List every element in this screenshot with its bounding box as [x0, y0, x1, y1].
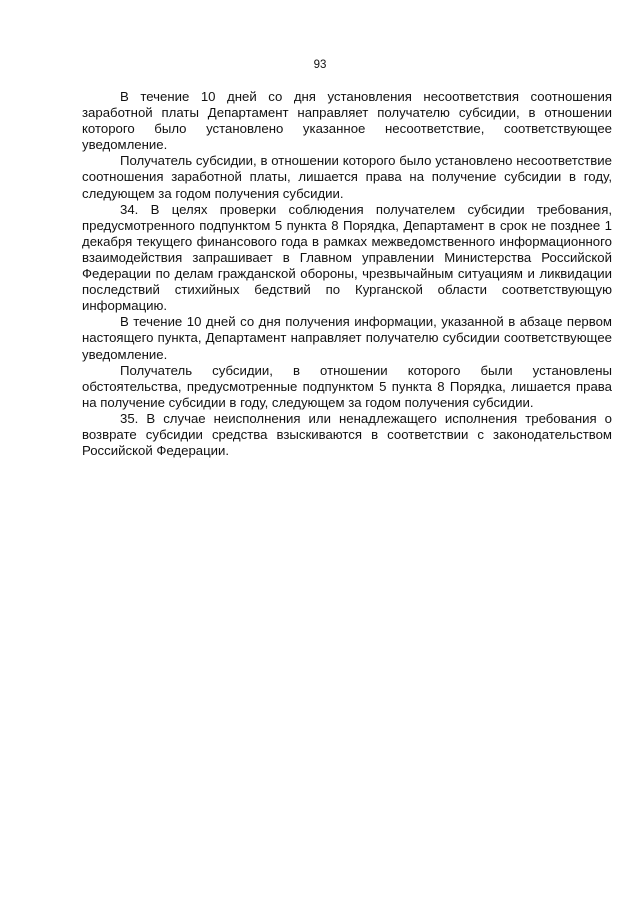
- paragraph-wage-notice: В течение 10 дней со дня установления несоответствия соотношения заработной платы Департамент направляет получателю субсидии, в отношении которого было установлено указанное несоответствие, соответствующее уведомление.: [82, 89, 612, 153]
- paragraph-35-recovery: 35. В случае неисполнения или ненадлежащего исполнения требования о возврате субсидии средства взыскиваются в соответствии с законодательством Российской Федерации.: [82, 410, 612, 459]
- page-number: 93: [313, 59, 327, 71]
- paragraph-wage-penalty: Получатель субсидии, в отношении которого было установлено несоответствие соотношения заработной платы, лишается права на получение субсидии в году, следующем за годом получения субсидии.: [82, 153, 612, 201]
- paragraph-34-notice: В течение 10 дней со дня получения информации, указанной в абзаце первом настоящего пункта, Департамент направляет получателю субсидии соответствующее уведомление.: [82, 314, 612, 362]
- paragraph-34-verification: 34. В целях проверки соблюдения получателем субсидии требования, предусмотренного подпунктом 5 пункта 8 Порядка, Департамент в срок не позднее 1 декабря текущего финансового года в рамках межведомственного информационного взаимодействия запрашивает в Главном управлении Министерства Российской Федерации по делам гражданской обороны, чрезвычайным ситуациям и ликвидации последствий стихийных бедствий по Курганской области соответствующую информацию.: [82, 201, 612, 314]
- document-body: [82, 89, 612, 459]
- paragraph-34-penalty: Получатель субсидии, в отношении которого были установлены обстоятельства, предусмотренные подпунктом 5 пункта 8 Порядка, лишается права на получение субсидии в году, следующем за годом получения субсидии.: [82, 362, 612, 410]
